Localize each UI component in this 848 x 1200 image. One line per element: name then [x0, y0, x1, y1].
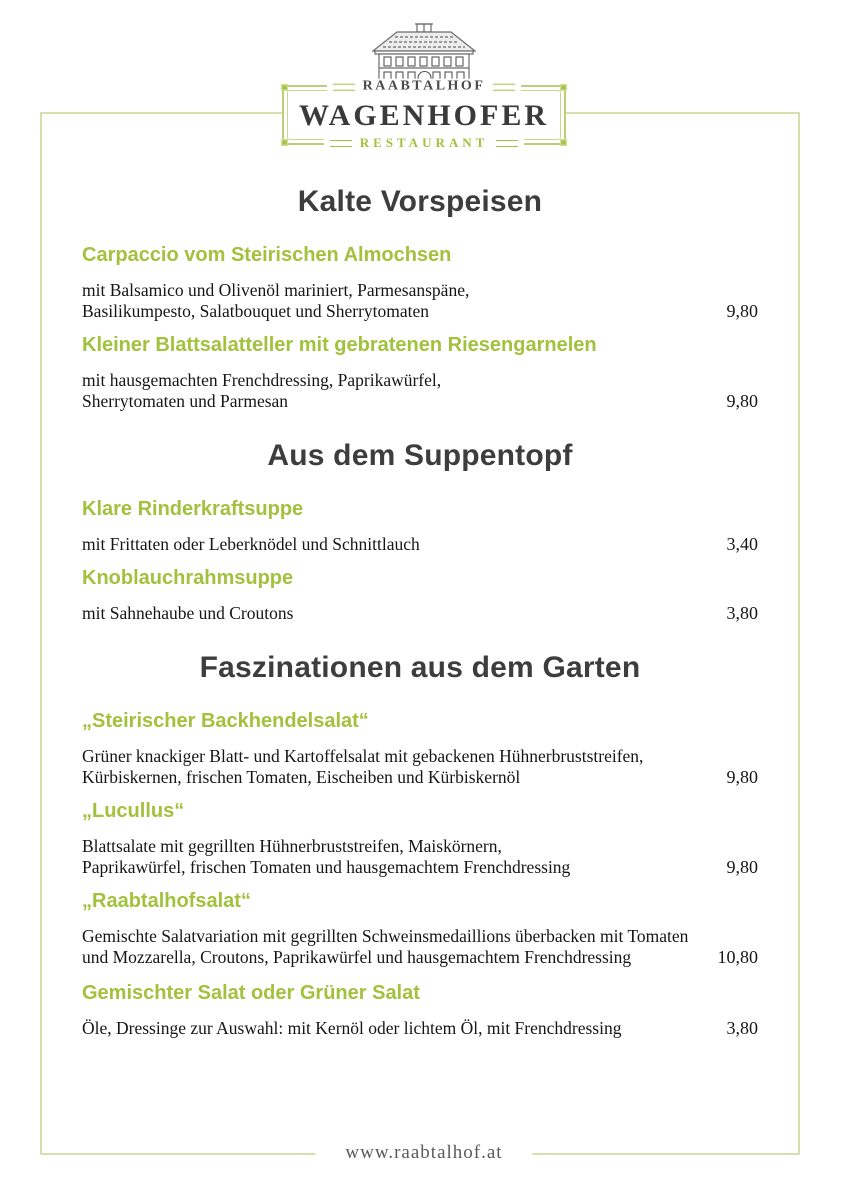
- menu-item-row: [82, 746, 758, 788]
- menu-item-row: [82, 836, 758, 878]
- badge-corner-ornament: [560, 84, 567, 91]
- menu-item-name: Kleiner Blattsalatteller mit gebratenen Riesengarnelen: [82, 334, 597, 356]
- logo-subtitle: RESTAURANT: [359, 135, 489, 150]
- badge-corner-ornament: [281, 139, 288, 146]
- menu-item-row: [82, 1018, 758, 1039]
- menu-item-description: [82, 280, 469, 322]
- menu-item-description: [82, 1018, 621, 1039]
- menu-item-description-line: mit hausgemachten Frenchdressing, Paprikawürfel,: [82, 370, 442, 390]
- menu-item: [82, 244, 758, 322]
- menu-item-description: [82, 370, 441, 412]
- website-url: www.raabtalhof.at: [315, 1140, 532, 1166]
- ornament-dash-icon: [333, 83, 355, 90]
- menu-item-price: 3,80: [726, 1018, 758, 1038]
- menu-item-name: Klare Rinderkraftsuppe: [82, 498, 304, 520]
- menu-item-name: „Lucullus“: [82, 800, 185, 822]
- menu-item: [82, 710, 758, 788]
- menu-item-name: Knoblauchrahmsuppe: [82, 567, 294, 589]
- menu-item-row: [82, 280, 758, 322]
- menu-item-description-line: mit Balsamico und Olivenöl mariniert, Parmesanspäne,: [82, 280, 470, 300]
- menu-item-price: 3,40: [726, 534, 758, 554]
- badge-corner-ornament: [281, 84, 288, 91]
- ornament-dash-icon: [330, 140, 352, 147]
- menu-item-description: [82, 534, 420, 555]
- badge-corner-ornament: [560, 139, 567, 146]
- menu-item-description-line: Öle, Dressinge zur Auswahl: mit Kernöl oder lichtem Öl, mit Frenchdressing: [82, 1018, 622, 1038]
- menu-section: [82, 438, 758, 624]
- menu-item-row: [82, 603, 758, 624]
- logo-estate-row: [284, 79, 564, 95]
- ornament-dash-icon: [496, 140, 518, 147]
- logo-badge: [282, 78, 566, 150]
- menu-item-name: „Raabtalhofsalat“: [82, 890, 251, 912]
- menu-item-description-line: und Mozzarella, Croutons, Paprikawürfel und hausgemachtem Frenchdressing: [82, 947, 632, 967]
- menu-item: [82, 334, 758, 412]
- menu-item-row: [82, 926, 758, 968]
- ornament-dash-icon: [493, 83, 515, 90]
- menu-item-description: [82, 836, 570, 878]
- menu-item-name: „Steirischer Backhendelsalat“: [82, 710, 369, 732]
- menu-item-description-line: mit Sahnehaube und Croutons: [82, 603, 294, 623]
- menu-item-description: [82, 603, 293, 624]
- menu-item: [82, 890, 758, 968]
- menu-item-description-line: Grüner knackiger Blatt- und Kartoffelsalat mit gebackenen Hühnerbruststreifen,: [82, 746, 644, 766]
- menu-item-description-line: Kürbiskernen, frischen Tomaten, Eischeiben und Kürbiskernöl: [82, 767, 521, 787]
- menu-item-name: Gemischter Salat oder Grüner Salat: [82, 982, 420, 1004]
- menu-section: [82, 650, 758, 1039]
- menu: [82, 184, 758, 1051]
- menu-item-price: 9,80: [726, 391, 758, 411]
- menu-item-price: 3,80: [726, 603, 758, 623]
- menu-item: [82, 498, 758, 555]
- menu-item-description-line: Paprikawürfel, frischen Tomaten und hausgemachtem Frenchdressing: [82, 857, 571, 877]
- menu-item: [82, 982, 758, 1039]
- section-title: Faszinationen aus dem Garten: [199, 651, 641, 684]
- menu-item-description-line: Blattsalate mit gegrillten Hühnerbruststreifen, Maiskörnern,: [82, 836, 502, 856]
- menu-item: [82, 567, 758, 624]
- menu-item-row: [82, 534, 758, 555]
- menu-item-description-line: Basilikumpesto, Salatbouquet und Sherrytomaten: [82, 301, 430, 321]
- menu-item-description-line: Sherrytomaten und Parmesan: [82, 391, 289, 411]
- menu-item-name: Carpaccio vom Steirischen Almochsen: [82, 244, 452, 266]
- menu-section: [82, 184, 758, 412]
- logo-restaurant-name: WAGENHOFER: [298, 98, 550, 132]
- menu-item-description-line: mit Frittaten oder Leberknödel und Schnittlauch: [82, 534, 420, 554]
- logo-subtitle-row: [284, 135, 564, 151]
- menu-item-price: 10,80: [717, 947, 758, 967]
- section-title: Kalte Vorspeisen: [297, 185, 543, 218]
- menu-item-price: 9,80: [726, 767, 758, 787]
- menu-item-description: [82, 746, 643, 788]
- logo-estate-name: RAABTALHOF: [362, 78, 486, 94]
- menu-item-price: 9,80: [726, 857, 758, 877]
- menu-item: [82, 800, 758, 878]
- menu-item-description-line: Gemischte Salatvariation mit gegrillten Schweinsmedaillions überbacken mit Tomaten: [82, 926, 689, 946]
- menu-item-description: [82, 926, 688, 968]
- menu-item-price: 9,80: [726, 301, 758, 321]
- menu-item-row: [82, 370, 758, 412]
- section-title: Aus dem Suppentopf: [267, 439, 573, 472]
